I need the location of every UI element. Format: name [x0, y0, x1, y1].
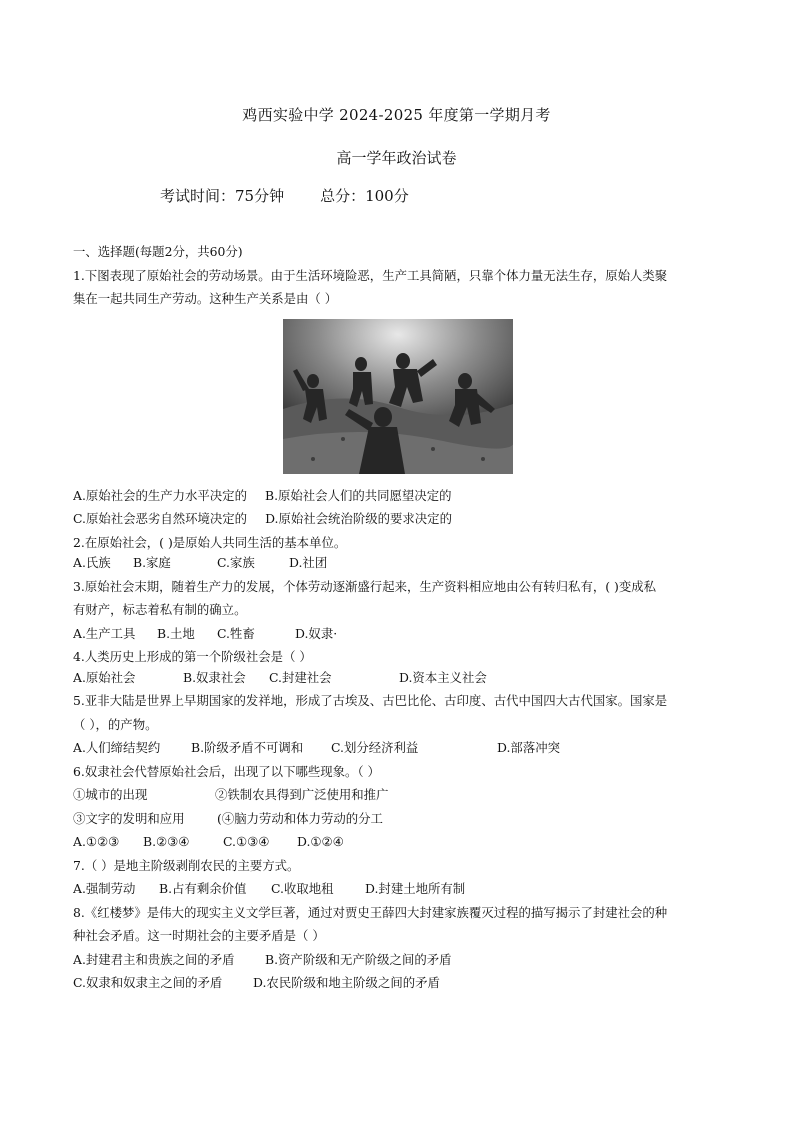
question-6-option-a[interactable]: A.①②③: [73, 834, 120, 849]
question-1-option-a[interactable]: A.原始社会的生产力水平决定的: [73, 487, 247, 503]
question-1-stem-line2: 集在一起共同生产劳动。这种生产关系是由（ ）: [73, 291, 338, 306]
question-8-options-row1: [73, 948, 723, 972]
question-8-option-b[interactable]: B.资产阶级和无产阶级之间的矛盾: [265, 951, 452, 967]
question-6-item-4: (④脑力劳动和体力劳动的分工: [217, 810, 383, 826]
primitive-labor-illustration: [283, 319, 513, 474]
question-1-option-b[interactable]: B.原始社会人们的共同愿望决定的: [264, 487, 452, 503]
question-5-options: [73, 736, 723, 760]
question-2-option-a[interactable]: A.氏族: [73, 555, 111, 570]
question-6-item-3: ③文字的发明和应用: [73, 810, 185, 826]
question-5-option-b[interactable]: B.阶级矛盾不可调和: [191, 740, 304, 755]
exam-title: 鸡西实验中学 2024-2025 年度第一学期月考: [242, 106, 551, 124]
question-3-option-a[interactable]: A.生产工具: [73, 625, 136, 641]
question-7-option-c[interactable]: C.收取地租: [271, 881, 334, 896]
question-8-option-c[interactable]: C.奴隶和奴隶主之间的矛盾: [73, 975, 223, 990]
question-8-stem-line1: 8.《红楼梦》是伟大的现实主义文学巨著，通过对贾史王薛四大封建家族覆灭过程的描写揭示了封建社会的种: [73, 904, 668, 920]
question-3-stem-line1: 3.原始社会末期，随着生产力的发展，个体劳动逐渐盛行起来，生产资料相应地由公有转归私有，( )变成私: [73, 578, 657, 594]
question-7-stem: 7.（ ）是地主阶级剥削农民的主要方式。: [73, 857, 300, 873]
question-7-option-d[interactable]: D.封建土地所有制: [365, 881, 466, 896]
question-3-stem-line2: 有财产，标志着私有制的确立。: [73, 602, 247, 617]
question-3-option-d[interactable]: D.奴隶·: [295, 625, 338, 641]
question-4-options: [73, 666, 723, 690]
question-5-stem-line1: 5.亚非大陆是世界上早期国家的发祥地，形成了古埃及、古巴比伦、古印度、古代中国四大古代国家。国家是: [73, 693, 668, 708]
question-8-stem-line2: 种社会矛盾。这一时期社会的主要矛盾是（ ）: [73, 928, 325, 943]
question-4-option-d[interactable]: D.资本主义社会: [399, 669, 487, 685]
question-2-option-d[interactable]: D.社团: [289, 555, 328, 570]
question-8-options-row2: [73, 971, 723, 995]
question-3-option-b[interactable]: B.土地: [157, 625, 195, 641]
question-7-options: [73, 877, 723, 901]
question-2-stem: 2.在原始社会，( )是原始人共同生活的基本单位。: [73, 534, 347, 550]
question-8-option-a[interactable]: A.封建君主和贵族之间的矛盾: [73, 951, 235, 967]
question-4-option-a[interactable]: A.原始社会: [73, 669, 136, 685]
question-2-option-c[interactable]: C.家族: [217, 555, 255, 570]
exam-time: 考试时间：75分钟: [160, 187, 285, 205]
question-6-option-d[interactable]: D.①②④: [297, 834, 344, 849]
question-6-option-c[interactable]: C.①③④: [223, 834, 270, 849]
question-6-options: [73, 830, 723, 854]
question-6-option-b[interactable]: B.②③④: [143, 834, 190, 849]
question-6-item-1: ①城市的出现: [73, 787, 148, 802]
question-4-option-b[interactable]: B.奴隶社会: [183, 669, 246, 685]
question-2-option-b[interactable]: B.家庭: [133, 555, 171, 570]
question-6-items-row2: [73, 807, 723, 831]
question-6-stem: 6.奴隶社会代替原始社会后，出现了以下哪些现象。（ ）: [73, 763, 380, 779]
exam-meta: [160, 185, 409, 206]
section-heading: 一、选择题(每题2分，共60分): [73, 244, 243, 259]
question-8-option-d[interactable]: D.农民阶级和地主阶级之间的矛盾: [253, 975, 440, 990]
question-3-options: [73, 622, 723, 646]
question-7-option-b[interactable]: B.占有剩余价值: [159, 881, 247, 896]
question-5-stem-line2: （ ），的产物。: [73, 716, 158, 732]
question-1-option-d[interactable]: D.原始社会统治阶级的要求决定的: [265, 511, 452, 526]
question-1-stem-line1: 1.下图表现了原始社会的劳动场景。由于生活环境险恶，生产工具简陋，只靠个体力量无法生存，原始人类聚: [73, 267, 668, 283]
question-5-option-c[interactable]: C.划分经济利益: [331, 740, 419, 755]
question-3-option-c[interactable]: C.牲畜: [217, 625, 255, 641]
question-4-option-c[interactable]: C.封建社会: [269, 669, 332, 685]
question-7-option-a[interactable]: A.强制劳动: [73, 881, 136, 896]
question-6-items-row1: [73, 783, 723, 807]
question-5-option-a[interactable]: A.人们缔结契约: [73, 740, 161, 755]
question-5-option-d[interactable]: D.部落冲突: [497, 740, 560, 755]
exam-total-score: 总分：100分: [320, 187, 409, 205]
question-6-item-2: ②铁制农具得到广泛使用和推广: [215, 787, 389, 802]
exam-content: [73, 240, 723, 995]
question-4-stem: 4.人类历史上形成的第一个阶级社会是（ ）: [73, 649, 312, 664]
question-1-options-row2: [73, 507, 723, 531]
primitive-labor-photo: [283, 319, 513, 474]
exam-subtitle: 高一学年政治试卷: [336, 149, 457, 167]
question-2-options: [73, 551, 723, 575]
question-1-options-row1: [73, 484, 723, 508]
question-1-option-c[interactable]: C.原始社会恶劣自然环境决定的: [73, 511, 248, 526]
